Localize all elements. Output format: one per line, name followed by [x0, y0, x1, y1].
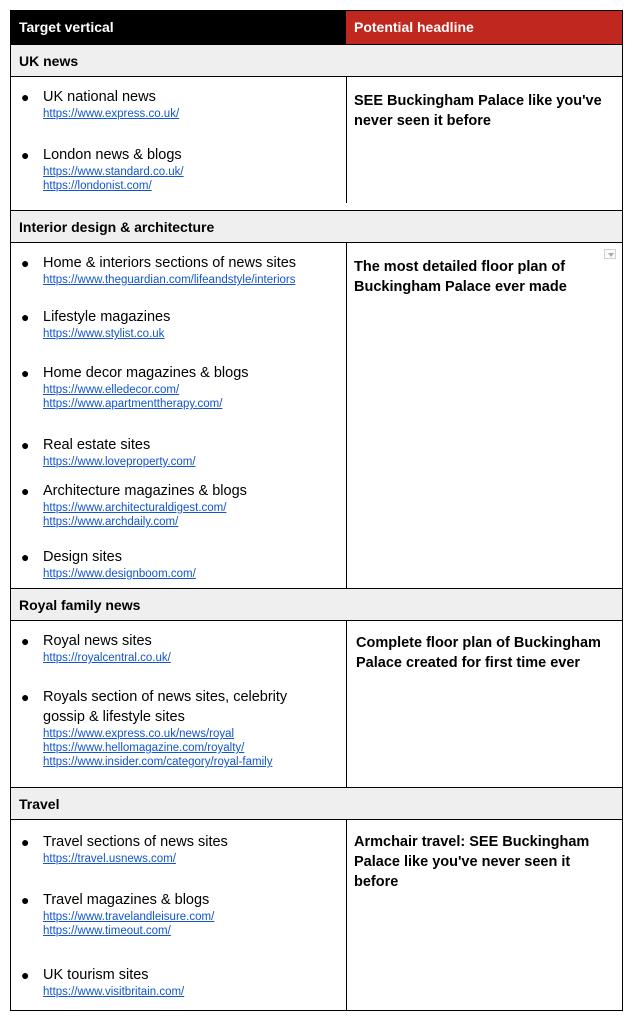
list-item — [21, 631, 333, 665]
item-label: Travel magazines & blogs — [43, 892, 210, 908]
link[interactable]: https://londonist.com/ — [43, 180, 152, 192]
list-item — [21, 363, 333, 411]
item-label: UK national news — [43, 89, 156, 105]
link[interactable]: https://www.hellomagazine.com/royalty/ — [43, 742, 245, 754]
item-label: London news & blogs — [43, 147, 182, 163]
bullet: ● — [21, 309, 30, 325]
bullet: ● — [21, 255, 30, 271]
link[interactable]: https://www.visitbritain.com/ — [43, 986, 185, 998]
link[interactable]: https://www.express.co.uk/news/royal — [43, 728, 235, 740]
list-item — [21, 307, 333, 341]
row-royal-family-news — [11, 621, 622, 787]
link[interactable]: https://www.apartmenttherapy.com/ — [43, 398, 223, 410]
link[interactable]: https://travel.usnews.com/ — [43, 853, 176, 865]
row-interior-design — [11, 243, 622, 588]
bullet: ● — [21, 89, 30, 105]
row-travel — [11, 820, 622, 1010]
headline-cell: The most detailed floor plan of Buckingham Palace ever made — [354, 259, 567, 295]
section-title-travel: Travel — [11, 787, 622, 820]
bullet: ● — [21, 834, 30, 850]
bullet: ● — [21, 549, 30, 565]
item-label: Lifestyle magazines — [43, 309, 171, 325]
headline-cell: SEE Buckingham Palace like you've never seen it before — [354, 93, 602, 129]
bullet: ● — [21, 147, 30, 163]
targeting-table — [10, 10, 623, 1011]
link[interactable]: https://www.archdaily.com/ — [43, 516, 179, 528]
link[interactable]: https://www.standard.co.uk/ — [43, 166, 184, 178]
item-label: Home decor magazines & blogs — [43, 365, 249, 381]
link[interactable]: https://www.architecturaldigest.com/ — [43, 502, 227, 514]
bullet: ● — [21, 689, 30, 705]
section-title-interior-design: Interior design & architecture — [11, 210, 622, 243]
item-label: Royal news sites — [43, 633, 152, 649]
column-divider — [346, 243, 347, 588]
list-item — [21, 435, 333, 469]
column-divider — [346, 621, 347, 787]
list-item — [21, 547, 333, 581]
link[interactable]: https://www.designboom.com/ — [43, 568, 196, 580]
list-item — [21, 481, 333, 529]
header-potential-headline: Potential headline — [346, 11, 622, 44]
link[interactable]: https://www.timeout.com/ — [43, 925, 171, 937]
bullet: ● — [21, 437, 30, 453]
link[interactable]: https://www.travelandleisure.com/ — [43, 911, 215, 923]
bullet: ● — [21, 633, 30, 649]
list-item — [21, 687, 323, 769]
column-divider — [346, 820, 347, 1010]
list-item — [21, 832, 333, 866]
list-item — [21, 890, 333, 938]
item-label: Architecture magazines & blogs — [43, 483, 247, 499]
item-label: Home & interiors sections of news sites — [43, 255, 297, 271]
link[interactable]: https://www.stylist.co.uk — [43, 328, 165, 340]
link[interactable]: https://www.theguardian.com/lifeandstyle/interiors — [43, 274, 296, 286]
column-divider — [346, 77, 347, 203]
header-target-vertical: Target vertical — [11, 11, 346, 44]
item-label: Real estate sites — [43, 437, 151, 453]
section-title-uk-news: UK news — [11, 44, 622, 77]
list-item — [21, 145, 333, 193]
section-title-royal-family-news: Royal family news — [11, 588, 622, 621]
headline-cell: Complete floor plan of Buckingham Palace created for first time ever — [356, 635, 601, 671]
bullet: ● — [21, 892, 30, 908]
bullet: ● — [21, 365, 30, 381]
bullet: ● — [21, 967, 30, 983]
list-item — [21, 253, 338, 287]
list-item — [21, 87, 333, 121]
list-item — [21, 965, 333, 999]
item-label: Royals section of news sites, celebrity gossip & lifestyle sites — [43, 689, 288, 725]
link[interactable]: https://www.express.co.uk/ — [43, 108, 180, 120]
item-label: UK tourism sites — [43, 967, 149, 983]
link[interactable]: https://www.elledecor.com/ — [43, 384, 180, 396]
bullet: ● — [21, 483, 30, 499]
link[interactable]: https://www.loveproperty.com/ — [43, 456, 196, 468]
link[interactable]: https://www.insider.com/category/royal-family — [43, 756, 273, 768]
headline-cell: Armchair travel: SEE Buckingham Palace like you've never seen it before — [354, 834, 590, 890]
item-label: Travel sections of news sites — [43, 834, 228, 850]
dropdown-arrow-icon[interactable] — [604, 249, 616, 259]
row-uk-news — [11, 77, 622, 203]
item-label: Design sites — [43, 549, 122, 565]
link[interactable]: https://royalcentral.co.uk/ — [43, 652, 171, 664]
